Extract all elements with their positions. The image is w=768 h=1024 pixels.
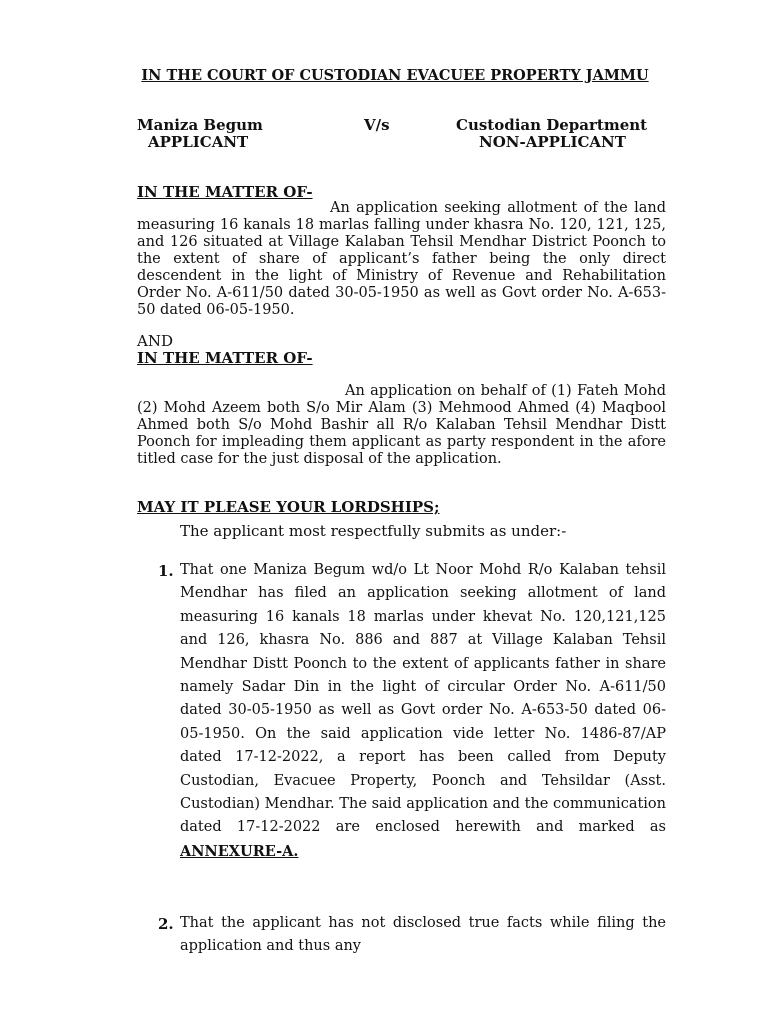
applicant-role: APPLICANT [148, 133, 249, 151]
intro-text: The applicant most respectfully submits as under:- [180, 522, 567, 540]
annexure-label: ANNEXURE-A. [180, 842, 299, 860]
item-text-2: That the applicant has not disclosed true facts while filing the application and thus any [180, 915, 666, 955]
matter-text-1: An application seeking allotment of the land measuring 16 kanals 18 marlas falling under khasra No. 120, 121, 125, and 126 situated at Village Kalaban Tehsil Mendhar District Poonch to the extent of share of applicant’s father being the only direct descendent in the light of Ministry of Revenue and Rehabilitation Order No. A-611/50 dated 30-05-1950 as well as Govt order No. A-653-50 dated 06-05-1950. [137, 200, 666, 318]
matter-heading-2: IN THE MATTER OF- [137, 349, 313, 367]
matter-text-2: An application on behalf of (1) Fateh Mohd (2) Mohd Azeem both S/o Mir Alam (3) Mehmood Ahmed (4) Maqbool Ahmed both S/o Mohd Bashir all R/o Kalaban Tehsil Mendhar Distt Poonch for impleading them applicant as party respondent in the afore titled case for the just disposal of the application. [137, 383, 666, 467]
prayer-heading [137, 498, 440, 516]
list-item-2 [180, 912, 666, 959]
matter-paragraph-1 [137, 200, 666, 319]
item-number-1: 1. [158, 562, 174, 580]
respondent-name: Custodian Department [456, 116, 648, 134]
versus-label: V/s [364, 116, 390, 134]
matter-paragraph-2 [137, 383, 666, 468]
item-number-2: 2. [158, 915, 174, 933]
applicant-name: Maniza Begum [137, 116, 263, 134]
item-text-1: That one Maniza Begum wd/o Lt Noor Mohd R/o Kalaban tehsil Mendhar has filed an application seeking allotment of land measuring 16 kanals 18 marlas under khevat No. 120,121,125 and 126, khasra No. 886 and 887 at Village Kalaban Tehsil Mendhar Distt Poonch to the extent of applicants father in share namely Sadar Din in the light of circular Order No. A-611/50 dated 30-05-1950 as well as Govt order No. A-653-50 dated 06-05-1950. On the said application vide letter No. 1486-87/AP dated 17-12-2022, a report has been called from Deputy Custodian, Evacuee Property, Poonch and Tehsildar (Asst. Custodian) Mendhar. The said application and the communication dated 17-12-2022 are enclosed herewith and marked as [180, 562, 666, 836]
prayer-text: MAY IT PLEASE YOUR LORDSHIPS; [137, 498, 440, 516]
list-item-1 [180, 559, 666, 864]
court-title: IN THE COURT OF CUSTODIAN EVACUEE PROPERTY JAMMU [141, 67, 649, 84]
matter-heading-1: IN THE MATTER OF- [137, 183, 313, 201]
respondent-role: NON-APPLICANT [479, 133, 626, 151]
and-label: AND [137, 332, 173, 350]
